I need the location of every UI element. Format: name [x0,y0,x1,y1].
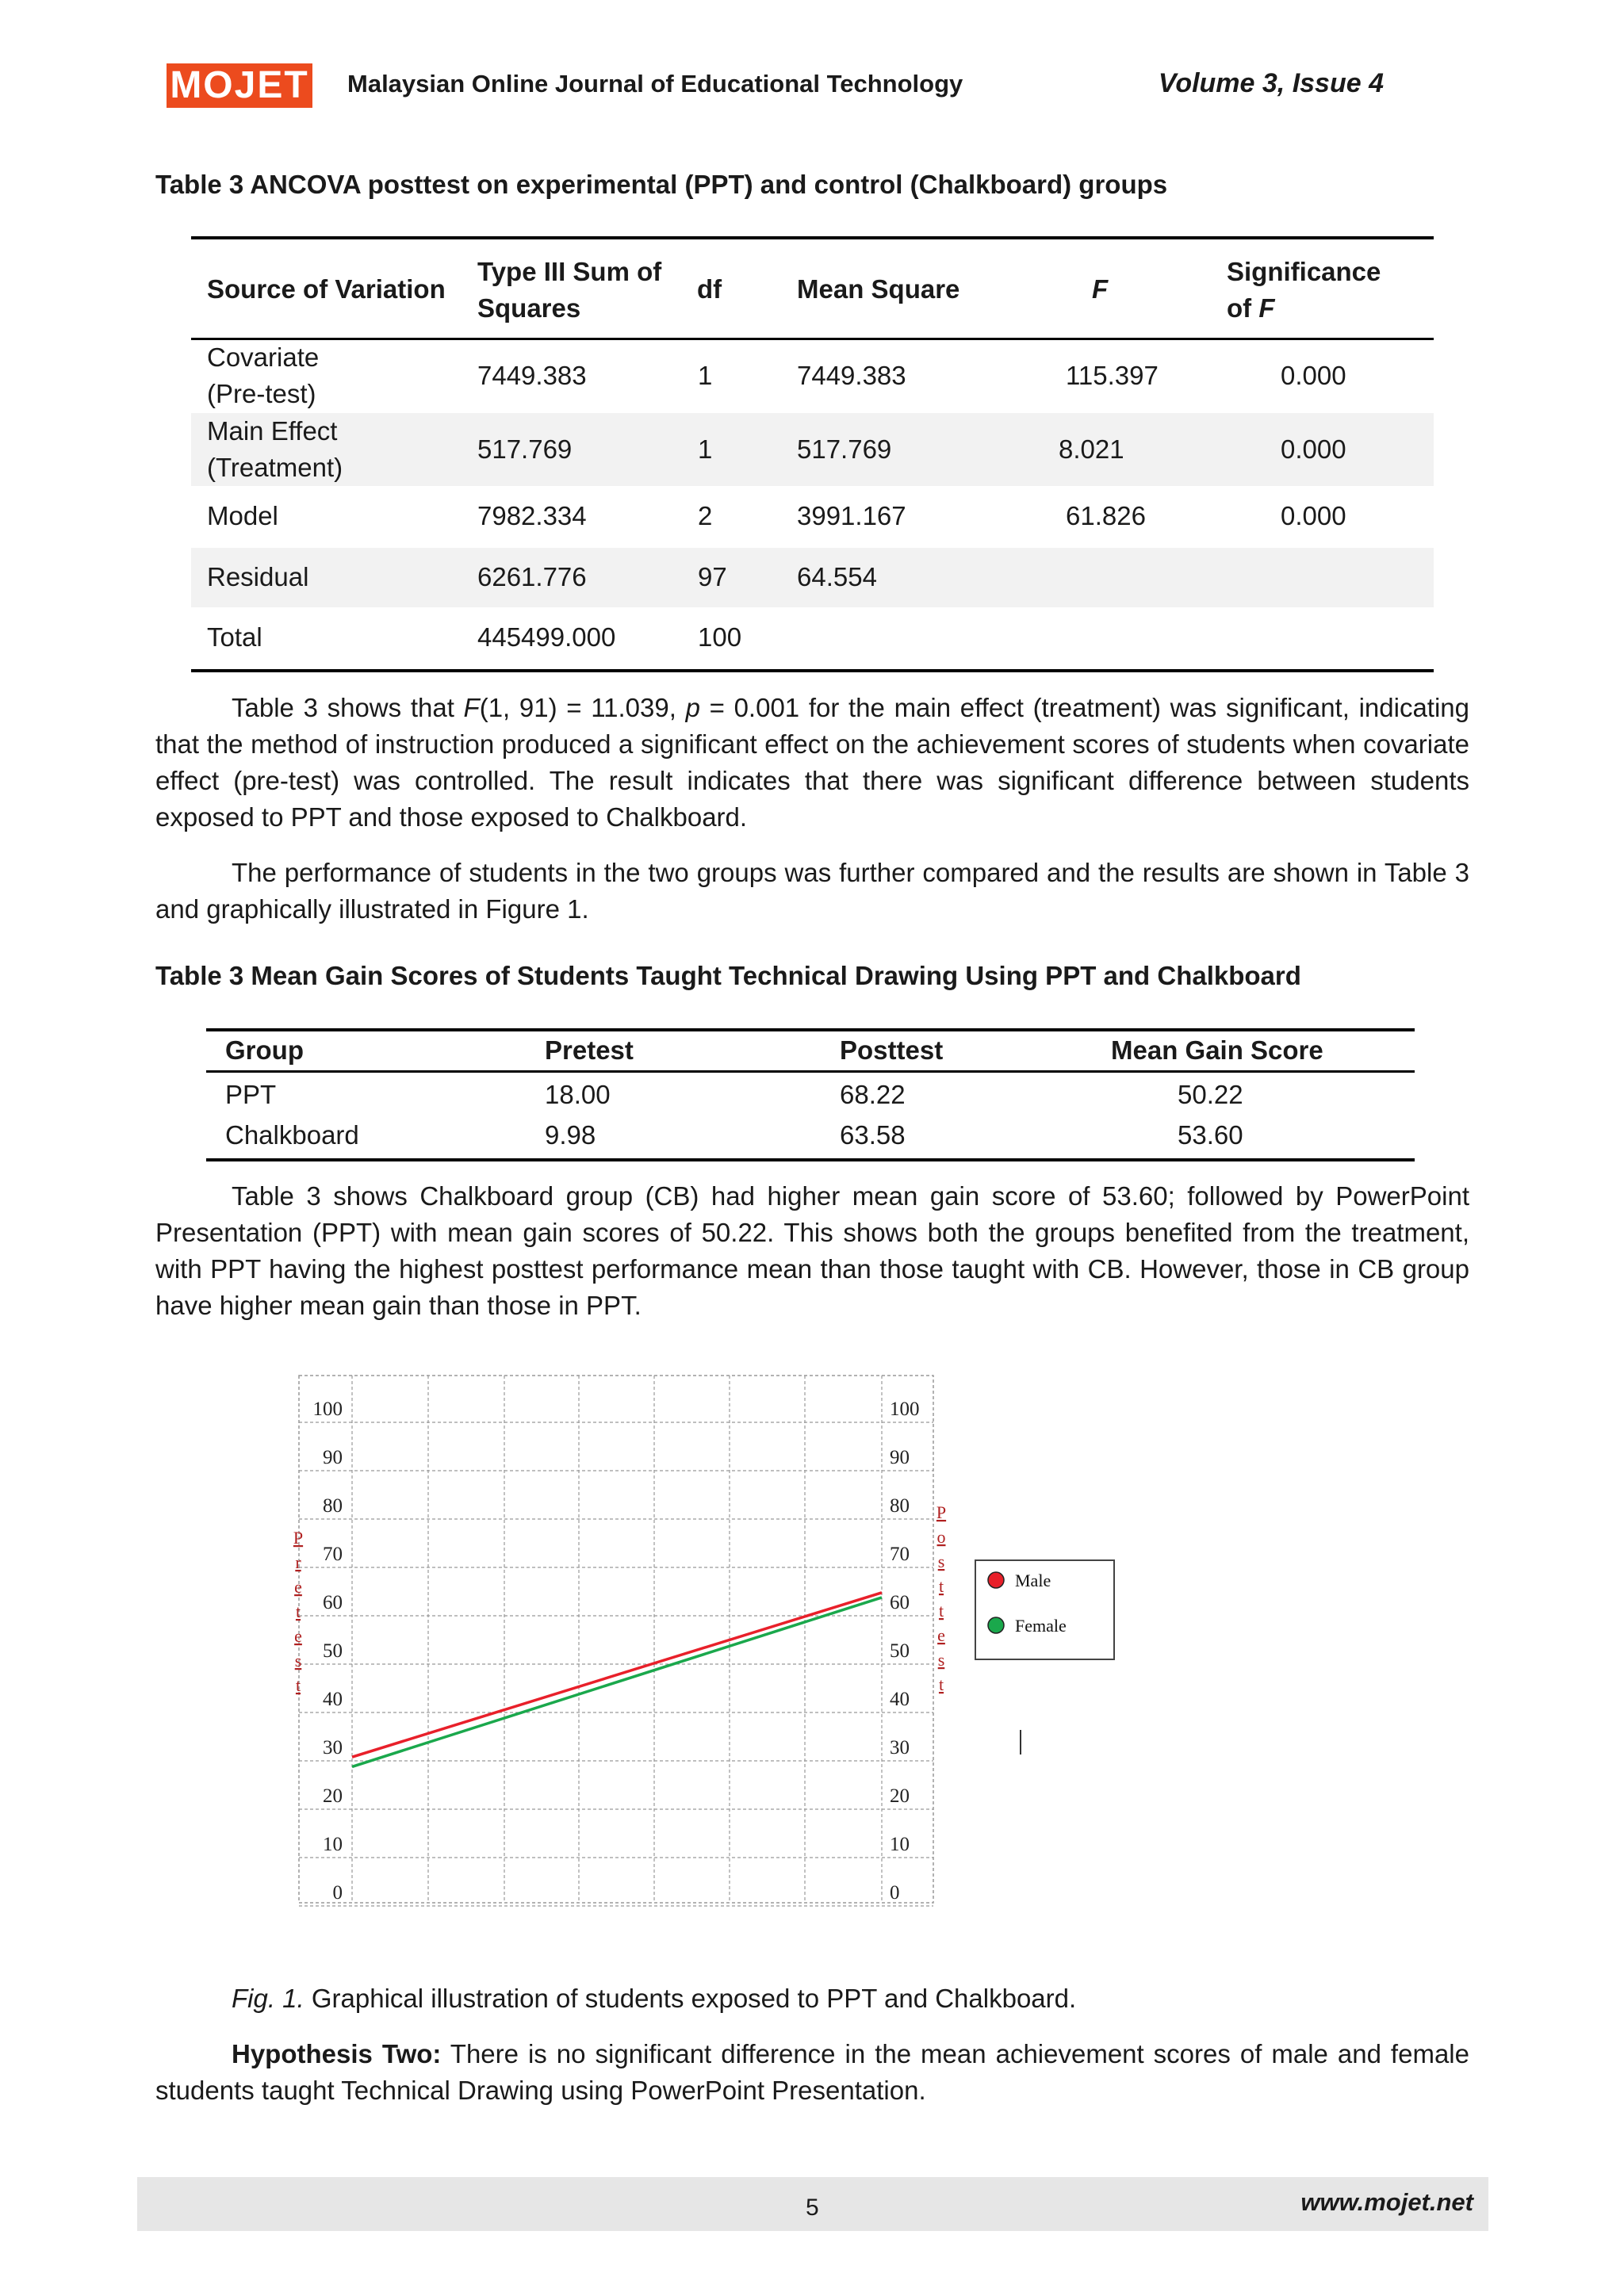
tick-label-left: 60 [323,1592,343,1613]
tick-label-right: 80 [890,1495,910,1517]
cell-df: 1 [698,361,713,390]
figure-caption [232,1984,1076,2014]
para1-text-c: = 0.001 for the main effect (treatment) was significant, indicating that the method of instruction produced a significant effect on the achievement scores of students when covariate effect (pre-test) was controlled. The result indicates that there was significant difference between students exposed to PPT and those exposed to Chalkboard. [155,693,1470,832]
tick-label-right: 60 [890,1592,910,1613]
table-row [191,548,1434,607]
cell-ms: 517.769 [797,434,892,464]
tick-label-left: 50 [323,1640,343,1662]
cell-df: 100 [698,622,742,652]
legend-swatch-female [988,1617,1004,1633]
para1-f-symbol: F [463,693,480,722]
cell-posttest: 63.58 [840,1120,906,1150]
col-header-source: Source of Variation [207,274,446,304]
table-row [191,340,1434,411]
y-right-axis-label [936,1502,946,1694]
cell-group: Chalkboard [225,1120,359,1150]
plot-frame [299,1376,933,1903]
paragraph-mean-gain [155,1178,1469,1324]
cell-df: 1 [698,434,713,464]
legend-swatch-male [988,1572,1004,1588]
axis-label-letter: P [936,1502,947,1522]
cell-f: 61.826 [1066,501,1146,530]
figure-1-chart [285,1368,1126,1915]
axis-label-letter: s [294,1651,302,1670]
sig-of-text: of [1227,293,1259,323]
paragraph-ancova-result [155,690,1469,836]
col-header-f: F [1092,274,1109,304]
para1-text-a: Table 3 shows that [232,693,464,722]
cell-mean-gain: 50.22 [1178,1080,1243,1109]
cell-f: 8.021 [1059,434,1124,464]
table-bottom-rule [206,1158,1415,1161]
tick-label-left: 100 [312,1399,343,1420]
cell-group: PPT [225,1080,277,1109]
figure-caption-text: Graphical illustration of students exposed to PPT and Chalkboard. [304,1984,1077,2013]
legend-label-female: Female [1015,1616,1067,1636]
col-header-pretest: Pretest [545,1035,634,1065]
tick-label-left: 20 [323,1785,343,1807]
col-header-posttest: Posttest [840,1035,944,1065]
axis-label-letter: t [295,1675,301,1695]
cell-source-sub: (Treatment) [207,453,343,482]
cell-posttest: 68.22 [840,1080,906,1109]
axis-label-letter: e [294,1577,302,1597]
tick-label-right: 30 [890,1737,910,1758]
table-row [191,607,1434,669]
tick-label-left: 70 [323,1544,343,1565]
legend-label-male: Male [1015,1571,1051,1590]
col-header-mean-gain: Mean Gain Score [1111,1035,1323,1065]
cell-pretest: 9.98 [545,1120,596,1150]
cell-source: Main Effect [207,416,338,446]
tick-label-right: 10 [890,1834,910,1855]
tick-label-left: 0 [332,1882,343,1904]
cell-f: 115.397 [1066,361,1159,390]
cell-ms: 7449.383 [797,361,906,390]
tick-label-right: 20 [890,1785,910,1807]
cell-df: 2 [698,501,713,530]
col-header-ss-line1: Type III Sum of [477,257,662,286]
cell-df: 97 [698,562,727,591]
col-header-sig-line2 [1227,290,1275,327]
table-row [191,413,1434,486]
axis-label-letter: t [938,1601,944,1621]
cell-ss: 7982.334 [477,501,587,530]
axis-label-letter: s [937,1552,945,1571]
cell-source: Total [207,622,262,652]
cell-sig: 0.000 [1281,361,1346,390]
cell-source: Covariate [207,342,320,372]
table-row [191,486,1434,546]
tick-label-right: 50 [890,1640,910,1662]
cell-ss: 517.769 [477,434,573,464]
tick-label-right: 70 [890,1544,910,1565]
col-header-sig-line1: Significance [1227,257,1381,286]
cell-pretest: 18.00 [545,1080,611,1109]
para2-text: The performance of students in the two groups was further compared and the results are shown in Table 3 and graphically illustrated in Figure 1. [155,858,1469,924]
col-header-ms: Mean Square [797,274,960,304]
hypothesis-label: Hypothesis Two: [232,2039,442,2068]
table-top-rule [206,1028,1415,1031]
cell-source-sub: (Pre-test) [207,379,316,408]
cell-ms: 64.554 [797,562,877,591]
tick-label-left: 10 [323,1834,343,1855]
tick-label-right: 0 [890,1882,900,1904]
para1-text-b: (1, 91) = 11.039, [479,693,686,722]
axis-label-letter: P [293,1528,304,1548]
table-bottom-rule [191,669,1434,672]
figure-label: Fig. 1. [232,1984,304,2013]
axis-label-letter: s [937,1650,945,1670]
tick-label-left: 30 [323,1737,343,1758]
cell-ss: 445499.000 [477,622,616,652]
volume-issue: Volume 3, Issue 4 [1158,68,1384,98]
col-header-df: df [697,274,722,304]
page-number: 5 [806,2195,819,2221]
table-header-rule [206,1070,1415,1073]
journal-logo: MOJET [167,63,312,108]
journal-title: Malaysian Online Journal of Educational Technology [347,70,963,98]
tick-label-left: 80 [323,1495,343,1517]
axis-label-letter: e [294,1626,302,1646]
cell-ms: 3991.167 [797,501,906,530]
table2-caption: Table 3 Mean Gain Scores of Students Taught Technical Drawing Using PPT and Chalkboard [155,961,1301,990]
axis-label-letter: o [936,1527,946,1547]
cell-source: Residual [207,562,309,591]
tick-label-left: 40 [323,1689,343,1710]
axis-label-letter: t [938,1576,944,1596]
sig-f-text: F [1258,293,1275,323]
axis-label-letter: e [937,1625,945,1645]
paragraph-hypothesis [155,2036,1469,2109]
tick-label-right: 100 [890,1399,920,1420]
tick-label-left: 90 [323,1447,343,1468]
cell-ss: 7449.383 [477,361,587,390]
col-header-group: Group [225,1035,304,1065]
axis-label-letter: r [295,1552,301,1572]
chart-legend [975,1560,1114,1659]
website-link[interactable]: www.mojet.net [1300,2188,1473,2216]
paragraph-performance [155,855,1469,928]
axis-label-letter: t [938,1674,944,1694]
chart-grid [299,1376,933,1906]
hypothesis-text: There is no significant difference in the mean achievement scores of male and female students taught Technical Drawing using PowerPoint Presentation. [155,2039,1469,2105]
cell-sig: 0.000 [1281,434,1346,464]
cell-sig: 0.000 [1281,501,1346,530]
tick-label-right: 40 [890,1689,910,1710]
axis-label-letter: t [295,1601,301,1621]
table-top-rule [191,236,1434,239]
cell-source: Model [207,501,278,530]
cell-ss: 6261.776 [477,562,587,591]
table1-caption: Table 3 ANCOVA posttest on experimental (PPT) and control (Chalkboard) groups [155,170,1168,199]
para1-p-symbol: p [685,693,700,722]
col-header-ss-line2: Squares [477,293,581,323]
para3-text: Table 3 shows Chalkboard group (CB) had higher mean gain score of 53.60; followed by PowerPoint Presentation (PPT) with mean gain scores of 50.22. This shows both the groups benefited from the treatment, with PPT having the highest posttest performance mean than those taught with CB. However, those in CB group have higher mean gain than those in PPT. [155,1181,1469,1320]
cell-mean-gain: 53.60 [1178,1120,1243,1150]
tick-label-right: 90 [890,1447,910,1468]
